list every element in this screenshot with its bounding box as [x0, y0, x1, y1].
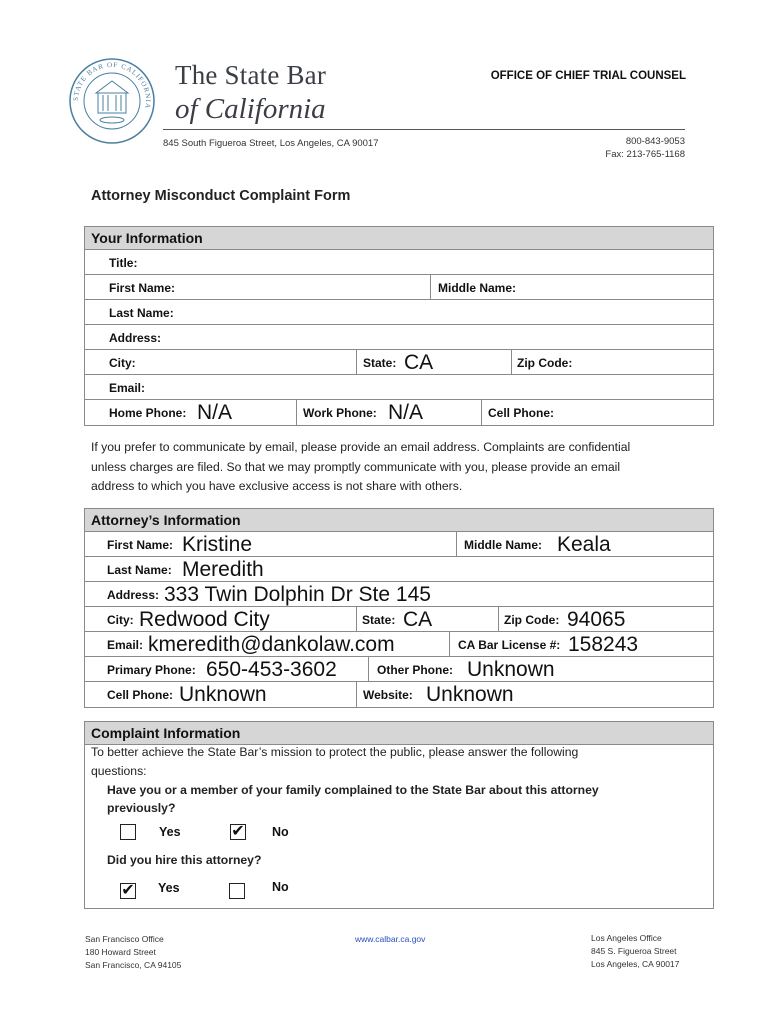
- footer-sf-line: San Francisco, CA 94105: [85, 960, 182, 970]
- attorney-zip-field[interactable]: [498, 607, 713, 632]
- attorney-name-row: [85, 532, 713, 557]
- attorney-other-phone-value: Unknown: [467, 658, 555, 681]
- attorney-primary-phone-label: Primary Phone:: [107, 663, 196, 677]
- your-city-row: [85, 350, 713, 375]
- your-information-heading: Your Information: [85, 227, 713, 250]
- your-home-phone-label: Home Phone:: [109, 406, 187, 420]
- question-prior-complaint-cont: previously?: [107, 801, 176, 815]
- office-title: OFFICE OF CHIEF TRIAL COUNSEL: [490, 70, 686, 82]
- prior-complaint-yes-checkbox[interactable]: [120, 824, 136, 840]
- footer-la-office: [591, 932, 679, 971]
- attorney-last-name-field[interactable]: [85, 557, 713, 582]
- attorney-zip-label: Zip Code:: [504, 613, 560, 627]
- prior-complaint-yes-label: Yes: [159, 825, 181, 839]
- footer-la-line: Los Angeles, CA 90017: [591, 959, 680, 969]
- your-email-field[interactable]: [85, 375, 713, 400]
- attorney-primary-phone-field[interactable]: [85, 657, 368, 682]
- attorney-address-label: Address:: [107, 588, 160, 602]
- email-note-line: If you prefer to communicate by email, please provide an email address. Complaints are confidential: [91, 440, 631, 454]
- hired-attorney-yes-label: Yes: [158, 881, 180, 895]
- your-title-label: Title:: [109, 256, 138, 270]
- attorney-last-name-value: Meredith: [182, 558, 264, 581]
- hired-attorney-no-label: No: [272, 880, 289, 894]
- your-first-name-label: First Name:: [109, 281, 176, 295]
- attorney-city-row: [85, 607, 713, 632]
- prior-complaint-no-checkbox[interactable]: ✔: [231, 823, 245, 840]
- footer-website-link[interactable]: www.calbar.ca.gov: [355, 934, 426, 944]
- your-address-field[interactable]: [85, 325, 713, 350]
- your-middle-name-label: Middle Name:: [438, 281, 517, 295]
- attorney-website-field[interactable]: [356, 682, 713, 707]
- your-work-phone-value: N/A: [388, 401, 424, 424]
- attorney-email-row: [85, 632, 713, 657]
- prior-complaint-no-label: No: [272, 825, 289, 839]
- attorney-address-field[interactable]: [85, 582, 713, 607]
- attorney-primary-phone-value: 650-453-3602: [206, 658, 337, 681]
- your-address-row: [85, 325, 713, 350]
- email-note-line: address to which you have exclusive access is not share with others.: [91, 479, 463, 493]
- complaint-information-section: [84, 721, 714, 909]
- your-city-label: City:: [109, 356, 136, 370]
- attorney-cell-phone-field[interactable]: [85, 682, 356, 707]
- hired-attorney-yes-checkbox[interactable]: ✔: [121, 882, 135, 899]
- attorney-city-field[interactable]: [85, 607, 356, 632]
- attorney-first-name-value: Kristine: [182, 533, 253, 556]
- attorney-first-name-field[interactable]: [85, 532, 456, 557]
- your-information-section: [84, 226, 714, 426]
- attorney-state-label: State:: [362, 613, 396, 627]
- attorney-email-value: kmeredith@dankolaw.com: [148, 633, 395, 656]
- attorney-city-value: Redwood City: [139, 608, 270, 631]
- your-zip-label: Zip Code:: [517, 356, 573, 370]
- your-city-field[interactable]: [85, 350, 356, 375]
- your-work-phone-label: Work Phone:: [303, 406, 377, 420]
- seal-text: STATE BAR OF CALIFORNIA: [71, 60, 153, 110]
- your-cell-phone-field[interactable]: [481, 400, 713, 425]
- your-email-row: [85, 375, 713, 400]
- attorney-middle-name-label: Middle Name:: [464, 538, 543, 552]
- attorney-first-name-label: First Name:: [107, 538, 174, 552]
- question-hired-attorney: Did you hire this attorney?: [107, 853, 262, 867]
- attorney-license-label: CA Bar License #:: [458, 638, 561, 652]
- your-zip-field[interactable]: [511, 350, 713, 375]
- your-address-label: Address:: [109, 331, 162, 345]
- your-title-row: [85, 250, 713, 275]
- your-state-label: State:: [363, 356, 397, 370]
- attorney-last-name-row: [85, 557, 713, 582]
- footer-sf-line: 180 Howard Street: [85, 947, 156, 957]
- your-state-field[interactable]: [356, 350, 511, 375]
- your-phone-row: [85, 400, 713, 425]
- attorney-state-field[interactable]: [356, 607, 498, 632]
- complaint-intro-line: To better achieve the State Bar’s mission to protect the public, please answer the following: [91, 745, 579, 759]
- attorney-zip-value: 94065: [567, 608, 626, 631]
- complaint-intro-line: questions:: [91, 764, 147, 778]
- your-home-phone-value: N/A: [197, 401, 233, 424]
- your-middle-name-field[interactable]: [430, 275, 713, 300]
- your-title-field[interactable]: [85, 250, 713, 275]
- attorney-cell-phone-label: Cell Phone:: [107, 688, 174, 702]
- email-note-line: unless charges are filed. So that we may promptly communicate with you, please provide an email: [91, 459, 621, 474]
- your-work-phone-field[interactable]: [296, 400, 481, 425]
- attorney-website-label: Website:: [363, 688, 413, 702]
- attorney-middle-name-value: Keala: [557, 533, 611, 556]
- form-title: Attorney Misconduct Complaint Form: [91, 188, 351, 204]
- attorney-website-value: Unknown: [426, 683, 514, 706]
- your-name-row: [85, 275, 713, 300]
- office-phone: 800-843-9053: [625, 136, 685, 147]
- attorney-cell-phone-value: Unknown: [179, 683, 267, 706]
- attorney-address-value: 333 Twin Dolphin Dr Ste 145: [164, 583, 431, 606]
- attorney-email-label: Email:: [107, 638, 144, 652]
- attorney-license-field[interactable]: [449, 632, 713, 657]
- attorney-email-field[interactable]: [85, 632, 449, 657]
- email-note: [91, 438, 716, 497]
- footer-la-line: 845 S. Figueroa Street: [591, 946, 677, 956]
- your-email-label: Email:: [109, 381, 146, 395]
- attorney-phone-row: [85, 657, 713, 682]
- attorney-middle-name-field[interactable]: [456, 532, 713, 557]
- attorney-cell-row: [85, 682, 713, 707]
- footer-sf-office: [85, 933, 181, 972]
- footer-sf-line: San Francisco Office: [85, 934, 164, 944]
- your-last-name-label: Last Name:: [109, 306, 174, 320]
- attorney-city-label: City:: [107, 613, 134, 627]
- your-last-name-row: [85, 300, 713, 325]
- hired-attorney-no-checkbox[interactable]: [229, 883, 245, 899]
- attorney-information-heading: Attorney’s Information: [85, 509, 713, 532]
- attorney-state-value: CA: [403, 608, 433, 631]
- your-home-phone-field[interactable]: [85, 400, 296, 425]
- your-last-name-field[interactable]: [85, 300, 713, 325]
- office-fax: Fax: 213-765-1168: [605, 149, 685, 160]
- your-cell-phone-label: Cell Phone:: [488, 406, 555, 420]
- attorney-address-row: [85, 582, 713, 607]
- your-state-value: CA: [404, 351, 434, 374]
- attorney-information-section: [84, 508, 714, 708]
- your-first-name-field[interactable]: [85, 275, 430, 300]
- attorney-other-phone-field[interactable]: [368, 657, 713, 682]
- complaint-information-heading: Complaint Information: [85, 721, 713, 745]
- office-address: 845 South Figueroa Street, Los Angeles, CA 90017: [163, 138, 379, 149]
- question-prior-complaint: Have you or a member of your family complained to the State Bar about this attorney: [107, 783, 599, 797]
- attorney-last-name-label: Last Name:: [107, 563, 172, 577]
- state-bar-seal-logo: [68, 57, 156, 145]
- org-name-line2: of California: [175, 93, 326, 125]
- header-rule: [163, 129, 685, 130]
- footer-la-line: Los Angeles Office: [591, 933, 662, 943]
- org-name-line1: The State Bar: [175, 60, 327, 90]
- attorney-license-value: 158243: [568, 633, 639, 656]
- attorney-other-phone-label: Other Phone:: [377, 663, 454, 677]
